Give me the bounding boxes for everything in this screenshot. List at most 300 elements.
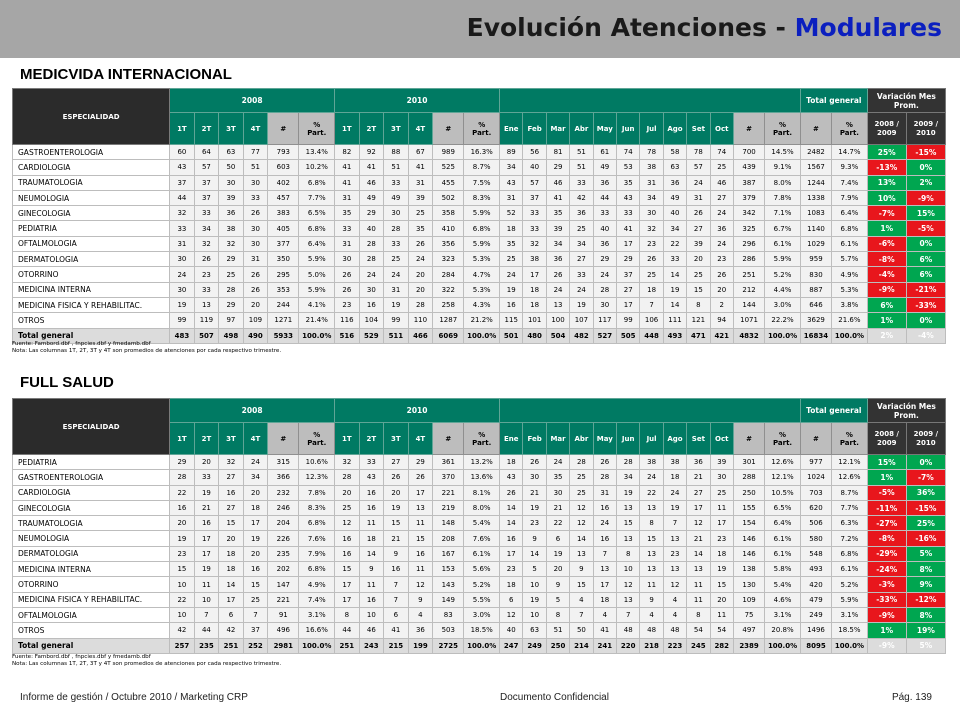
- quarter-header: 4T: [243, 113, 268, 145]
- table-row: [13, 145, 946, 160]
- total-count-value: 646: [800, 297, 831, 312]
- pct-value: 8.3%: [464, 190, 500, 205]
- pct-value: 4.6%: [765, 592, 801, 607]
- month-value: 505: [617, 328, 640, 343]
- quarter-value: 15: [219, 516, 244, 531]
- month-value: 501: [500, 328, 523, 343]
- pct-part-header: [299, 423, 335, 455]
- quarter-value: 27: [219, 470, 244, 485]
- month-value: 15: [710, 577, 733, 592]
- month-value: 18: [523, 297, 546, 312]
- month-value: 24: [640, 470, 663, 485]
- variation-period-line2: 2009: [876, 128, 897, 137]
- month-value: 43: [617, 190, 640, 205]
- month-value: 51: [570, 160, 593, 175]
- quarter-value: 14: [219, 577, 244, 592]
- quarter-value: 16: [359, 485, 384, 500]
- count-value: 295: [268, 267, 299, 282]
- quarter-value: 37: [194, 175, 219, 190]
- month-header: Ene: [500, 113, 523, 145]
- pct-value: 4.4%: [765, 282, 801, 297]
- count-value: 361: [433, 455, 464, 470]
- pct-value: 6.4%: [765, 516, 801, 531]
- specialty-name: CARDIOLOGIA: [13, 160, 170, 175]
- month-value: 19: [710, 562, 733, 577]
- month-value: 19: [546, 546, 569, 561]
- month-value: 61: [593, 145, 616, 160]
- specialty-name: OTROS: [13, 313, 170, 328]
- month-value: 33: [570, 175, 593, 190]
- quarter-value: 9: [384, 546, 409, 561]
- month-value: 23: [710, 531, 733, 546]
- variacion-header-line1: Variación Mes: [876, 401, 936, 411]
- month-value: 54: [710, 623, 733, 638]
- quarter-value: 46: [359, 175, 384, 190]
- quarter-value: 42: [170, 623, 195, 638]
- pct-value: 8.7%: [464, 160, 500, 175]
- count-header: #: [433, 423, 464, 455]
- specialty-name: NEUMOLOGIA: [13, 531, 170, 546]
- month-value: 63: [523, 623, 546, 638]
- month-value: 214: [570, 638, 593, 653]
- count-value: 405: [268, 221, 299, 236]
- section-title-full-salud: FULL SALUD: [20, 374, 114, 391]
- month-value: 9: [570, 562, 593, 577]
- pct-value: 6.1%: [765, 236, 801, 251]
- variation-badge: 5%: [906, 638, 945, 653]
- pct-value: 100.0%: [299, 328, 335, 343]
- variation-badge: 5%: [906, 546, 945, 561]
- footer-center: Documento Confidencial: [500, 692, 609, 703]
- quarter-header: 1T: [335, 113, 360, 145]
- quarter-value: 29: [219, 252, 244, 267]
- count-value: 149: [433, 592, 464, 607]
- month-value: 17: [593, 577, 616, 592]
- quarter-value: 41: [359, 160, 384, 175]
- pct-symbol: %: [313, 430, 321, 439]
- total-count-value: 887: [800, 282, 831, 297]
- total-pct-value: 12.1%: [832, 455, 868, 470]
- month-value: 34: [617, 470, 640, 485]
- quarter-value: 64: [194, 145, 219, 160]
- source-note-line1: Fuente: Fambord.dbf , fnpcies.dbf y fmedamb.dbf: [12, 654, 151, 660]
- count-value: 525: [433, 160, 464, 175]
- quarter-value: 15: [408, 531, 433, 546]
- month-value: 26: [593, 455, 616, 470]
- month-header: Ago: [663, 113, 686, 145]
- count-value: 146: [733, 546, 764, 561]
- variation-badge: -5%: [867, 485, 906, 500]
- quarter-value: 15: [335, 562, 360, 577]
- month-value: 493: [663, 328, 686, 343]
- pct-value: 6.4%: [299, 236, 335, 251]
- month-value: 10: [523, 607, 546, 622]
- variation-badge: -7%: [906, 470, 945, 485]
- month-header: May: [593, 423, 616, 455]
- quarter-value: 26: [408, 470, 433, 485]
- month-value: 34: [546, 236, 569, 251]
- month-value: 38: [663, 455, 686, 470]
- quarter-value: 16: [243, 562, 268, 577]
- month-value: 26: [710, 267, 733, 282]
- month-value: 20: [710, 592, 733, 607]
- quarter-value: 23: [194, 267, 219, 282]
- quarter-value: 16: [170, 500, 195, 515]
- specialty-name: TRAUMATOLOGIA: [13, 175, 170, 190]
- count-value: 370: [433, 470, 464, 485]
- month-value: 31: [593, 485, 616, 500]
- month-value: 40: [500, 623, 523, 638]
- total-pct-value: 6.1%: [832, 236, 868, 251]
- month-value: 50: [570, 623, 593, 638]
- total-pct-value: 6.8%: [832, 546, 868, 561]
- quarter-value: 25: [384, 252, 409, 267]
- total-general-header: Total general: [800, 89, 867, 113]
- month-value: 7: [570, 607, 593, 622]
- month-value: 250: [546, 638, 569, 653]
- variation-badge: -15%: [906, 145, 945, 160]
- pct-value: 10.5%: [765, 485, 801, 500]
- quarter-value: 36: [219, 206, 244, 221]
- quarter-value: 92: [359, 145, 384, 160]
- count-value: 377: [268, 236, 299, 251]
- pct-value: 4.1%: [299, 297, 335, 312]
- specialty-name: PEDIATRIA: [13, 455, 170, 470]
- variation-badge: -15%: [906, 500, 945, 515]
- quarter-value: 37: [170, 175, 195, 190]
- month-value: 24: [593, 516, 616, 531]
- count-value: 603: [268, 160, 299, 175]
- quarter-value: 77: [243, 145, 268, 160]
- quarter-value: 19: [194, 562, 219, 577]
- total-pct-value: 5.9%: [832, 592, 868, 607]
- month-value: 14: [500, 500, 523, 515]
- quarter-value: 33: [335, 221, 360, 236]
- quarter-value: 109: [243, 313, 268, 328]
- pct-value: 5.9%: [464, 206, 500, 221]
- page-title-highlight: Modulares: [794, 13, 942, 42]
- month-value: 13: [570, 546, 593, 561]
- quarter-value: 18: [243, 500, 268, 515]
- part-label: Part.: [472, 438, 492, 447]
- variation-badge: 9%: [906, 577, 945, 592]
- table-row: [13, 282, 946, 297]
- count-value: 496: [268, 623, 299, 638]
- source-note: [12, 341, 281, 355]
- month-value: 471: [687, 328, 710, 343]
- quarter-value: 31: [170, 236, 195, 251]
- month-value: 527: [593, 328, 616, 343]
- month-value: 36: [663, 175, 686, 190]
- quarter-header: 2T: [359, 113, 384, 145]
- month-value: 48: [663, 623, 686, 638]
- part-label: Part.: [307, 128, 327, 137]
- specialty-name: GASTROENTEROLOGIA: [13, 470, 170, 485]
- variation-badge: -5%: [906, 221, 945, 236]
- quarter-value: 40: [359, 221, 384, 236]
- pct-value: 5.5%: [464, 592, 500, 607]
- variation-badge: 10%: [867, 190, 906, 205]
- month-value: 24: [500, 267, 523, 282]
- quarter-value: 511: [384, 328, 409, 343]
- quarter-value: 30: [243, 221, 268, 236]
- variation-badge: -21%: [906, 282, 945, 297]
- total-pct-value: 21.6%: [832, 313, 868, 328]
- month-value: 27: [617, 282, 640, 297]
- month-value: 21: [687, 531, 710, 546]
- total-count-value: 493: [800, 562, 831, 577]
- quarter-value: 24: [243, 455, 268, 470]
- table-row: [13, 267, 946, 282]
- pct-value: 5.9%: [765, 252, 801, 267]
- month-value: 36: [593, 175, 616, 190]
- pct-value: 5.2%: [464, 577, 500, 592]
- count-value: 325: [733, 221, 764, 236]
- total-label: Total general: [13, 638, 170, 653]
- specialty-name: OTORRINO: [13, 267, 170, 282]
- month-value: 245: [687, 638, 710, 653]
- month-value: 19: [663, 282, 686, 297]
- quarter-value: 25: [243, 592, 268, 607]
- month-value: 26: [523, 455, 546, 470]
- month-value: 17: [523, 267, 546, 282]
- month-value: 220: [617, 638, 640, 653]
- month-value: 24: [593, 267, 616, 282]
- quarter-value: 35: [335, 206, 360, 221]
- month-value: 23: [640, 236, 663, 251]
- specialty-name: CARDIOLOGIA: [13, 485, 170, 500]
- month-value: 11: [687, 592, 710, 607]
- month-value: 37: [617, 267, 640, 282]
- quarter-value: 26: [408, 236, 433, 251]
- quarter-value: 251: [335, 638, 360, 653]
- pct-value: 10.6%: [299, 455, 335, 470]
- year-header: 2010: [335, 399, 500, 423]
- count-value: 244: [268, 297, 299, 312]
- month-value: 30: [640, 206, 663, 221]
- quarter-value: 8: [335, 607, 360, 622]
- quarter-header: 3T: [384, 113, 409, 145]
- month-value: 13: [663, 531, 686, 546]
- count-value: 143: [433, 577, 464, 592]
- quarter-value: 28: [384, 221, 409, 236]
- pct-value: 4.3%: [464, 297, 500, 312]
- pct-value: 7.7%: [299, 190, 335, 205]
- total-count-value: 959: [800, 252, 831, 267]
- attendance-table: [12, 88, 946, 344]
- month-value: 36: [593, 236, 616, 251]
- variation-badge: -12%: [906, 592, 945, 607]
- specialty-name: OFTALMOLOGIA: [13, 607, 170, 622]
- specialty-name: MEDICINA FISICA Y REHABILITAC.: [13, 297, 170, 312]
- quarter-value: 31: [243, 252, 268, 267]
- quarter-value: 44: [194, 623, 219, 638]
- pct-value: 5.4%: [464, 516, 500, 531]
- total-count-value: 2482: [800, 145, 831, 160]
- months-header-spacer: [500, 89, 801, 113]
- quarter-value: 32: [194, 236, 219, 251]
- count-value: 221: [268, 592, 299, 607]
- attendance-table: [12, 398, 946, 654]
- count-value: 208: [433, 531, 464, 546]
- month-value: 15: [687, 282, 710, 297]
- quarter-value: 30: [243, 236, 268, 251]
- pct-symbol: %: [779, 120, 787, 129]
- month-value: 18: [500, 455, 523, 470]
- quarter-value: 30: [170, 282, 195, 297]
- pct-value: 13.2%: [464, 455, 500, 470]
- month-header: Mar: [546, 423, 569, 455]
- count-value: 322: [433, 282, 464, 297]
- quarter-value: 97: [219, 313, 244, 328]
- month-value: 39: [710, 455, 733, 470]
- count-value: 503: [433, 623, 464, 638]
- quarter-value: 20: [384, 485, 409, 500]
- count-value: 4832: [733, 328, 764, 343]
- quarter-value: 12: [408, 577, 433, 592]
- month-value: 12: [500, 607, 523, 622]
- month-value: 12: [570, 500, 593, 515]
- month-value: 14: [523, 546, 546, 561]
- total-pct-value: 6.8%: [832, 221, 868, 236]
- count-value: 202: [268, 562, 299, 577]
- month-value: 13: [617, 592, 640, 607]
- count-value: 286: [733, 252, 764, 267]
- quarter-value: 41: [408, 160, 433, 175]
- quarter-value: 37: [243, 623, 268, 638]
- total-pct-value: 9.3%: [832, 160, 868, 175]
- month-value: 12: [663, 577, 686, 592]
- month-value: 4: [663, 607, 686, 622]
- variation-badge: 13%: [867, 175, 906, 190]
- specialty-name: GINECOLOGIA: [13, 500, 170, 515]
- total-pct-value: 6.1%: [832, 562, 868, 577]
- table-row: [13, 562, 946, 577]
- quarter-value: 38: [219, 221, 244, 236]
- month-value: 111: [663, 313, 686, 328]
- pct-part-header: [299, 113, 335, 145]
- quarter-value: 31: [384, 282, 409, 297]
- month-value: 14: [663, 267, 686, 282]
- quarter-value: 31: [335, 190, 360, 205]
- month-value: 53: [617, 160, 640, 175]
- count-value: 1287: [433, 313, 464, 328]
- month-header: Oct: [710, 423, 733, 455]
- variation-period-header: [867, 423, 906, 455]
- variation-period-line2: 2009: [876, 438, 897, 447]
- quarter-value: 30: [335, 252, 360, 267]
- month-value: 36: [710, 221, 733, 236]
- count-value: 379: [733, 190, 764, 205]
- month-value: 4: [640, 607, 663, 622]
- pct-value: 6.1%: [765, 531, 801, 546]
- source-note-line2: Nota: Las columnas 1T, 2T, 3T y 4T son promedios de atenciones por cada respectivo trimestre.: [12, 661, 282, 667]
- month-value: 107: [570, 313, 593, 328]
- variation-badge: 8%: [906, 607, 945, 622]
- month-value: 33: [663, 252, 686, 267]
- quarter-value: 27: [384, 455, 409, 470]
- total-pct-value: 3.8%: [832, 297, 868, 312]
- total-pct-value: 6.4%: [832, 206, 868, 221]
- count-value: 258: [433, 297, 464, 312]
- pct-value: 7.4%: [299, 592, 335, 607]
- count-value: 366: [268, 470, 299, 485]
- quarter-value: 41: [335, 175, 360, 190]
- quarter-value: 28: [335, 470, 360, 485]
- month-value: 29: [546, 160, 569, 175]
- month-value: 54: [687, 623, 710, 638]
- month-value: 17: [500, 546, 523, 561]
- month-header: Jul: [640, 423, 663, 455]
- table-row: [13, 485, 946, 500]
- pct-value: 20.8%: [765, 623, 801, 638]
- quarter-value: 16: [335, 546, 360, 561]
- count-value: 109: [733, 592, 764, 607]
- count-value: 75: [733, 607, 764, 622]
- month-value: 26: [500, 485, 523, 500]
- count-value: 235: [268, 546, 299, 561]
- quarter-value: 7: [384, 577, 409, 592]
- quarter-value: 43: [359, 470, 384, 485]
- month-value: 24: [570, 282, 593, 297]
- variation-badge: -3%: [867, 577, 906, 592]
- month-value: 44: [593, 190, 616, 205]
- quarter-value: 28: [359, 236, 384, 251]
- variacion-header-line2: Prom.: [893, 100, 919, 110]
- count-value: 383: [268, 206, 299, 221]
- quarter-value: 251: [219, 638, 244, 653]
- specialty-name: MEDICINA INTERNA: [13, 562, 170, 577]
- count-value: 700: [733, 145, 764, 160]
- quarter-value: 26: [335, 267, 360, 282]
- month-value: 18: [500, 577, 523, 592]
- month-value: 8: [617, 546, 640, 561]
- quarter-value: 15: [170, 562, 195, 577]
- count-value: 2981: [268, 638, 299, 653]
- pct-value: 8.0%: [464, 500, 500, 515]
- month-value: 46: [546, 175, 569, 190]
- specialty-name: NEUMOLOGIA: [13, 190, 170, 205]
- quarter-value: 29: [219, 297, 244, 312]
- variation-badge: -13%: [867, 160, 906, 175]
- month-value: 5: [523, 562, 546, 577]
- quarter-value: 31: [335, 236, 360, 251]
- pct-value: 12.3%: [299, 470, 335, 485]
- quarter-value: 19: [243, 531, 268, 546]
- total-count-value: 506: [800, 516, 831, 531]
- variation-badge: -29%: [867, 546, 906, 561]
- month-value: 13: [640, 562, 663, 577]
- pct-value: 5.2%: [765, 267, 801, 282]
- pct-value: 7.8%: [299, 485, 335, 500]
- quarter-value: 30: [219, 175, 244, 190]
- total-pct-value: 5.2%: [832, 577, 868, 592]
- variation-badge: -27%: [867, 516, 906, 531]
- quarter-header: 1T: [170, 423, 195, 455]
- pct-value: 12.1%: [765, 470, 801, 485]
- part-label: Part.: [772, 438, 793, 447]
- month-header: Ago: [663, 423, 686, 455]
- count-value: 502: [433, 190, 464, 205]
- pct-value: 6.5%: [299, 206, 335, 221]
- quarter-value: 46: [359, 623, 384, 638]
- year-header: 2008: [170, 89, 335, 113]
- quarter-value: 26: [243, 206, 268, 221]
- variation-badge: -8%: [867, 531, 906, 546]
- month-value: 448: [640, 328, 663, 343]
- quarter-value: 33: [194, 282, 219, 297]
- quarter-value: 39: [408, 190, 433, 205]
